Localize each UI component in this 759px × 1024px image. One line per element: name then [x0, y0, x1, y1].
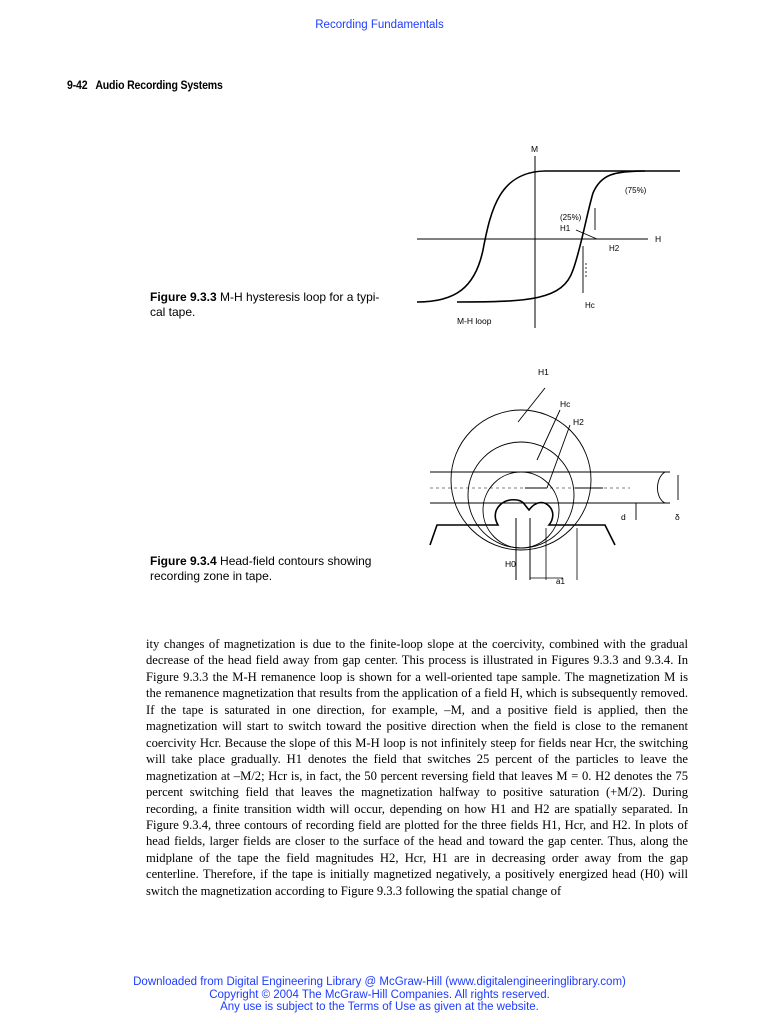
figure-9-3-3-mh-loop [405, 138, 695, 338]
h2-pointer [576, 230, 597, 239]
d-label: d [621, 512, 626, 522]
figure-9-3-3-caption [150, 290, 400, 320]
running-head: 9-42 Audio Recording Systems [67, 78, 223, 92]
h-axis-label: H [655, 234, 662, 244]
hc-pointer [537, 410, 560, 460]
contour-h2 [483, 472, 559, 548]
footer-download-link[interactable]: Downloaded from Digital Engineering Library @ McGraw-Hill (www.digitalengineeringlibrary.com) [133, 976, 626, 988]
h2-label: H2 [573, 417, 584, 427]
caption-line-1: M-H hysteresis loop for a typi- [220, 290, 380, 304]
h1-label: H1 [560, 224, 571, 233]
h0-label: H0 [505, 559, 516, 569]
figure-number: Figure 9.3.3 [150, 290, 217, 304]
footer-copyright: Copyright © 2004 The McGraw-Hill Companies. All rights reserved. [209, 988, 550, 1001]
contour-h1 [451, 410, 591, 550]
footer-terms-link[interactable]: Any use is subject to the Terms of Use as given at the website. [220, 1001, 539, 1013]
caption-line-2: cal tape. [150, 305, 196, 319]
caption-line-1: Head-field contours showing [220, 554, 372, 568]
m-axis-label: M [531, 144, 539, 154]
pct-75-label: (75%) [625, 186, 647, 195]
footer-notice [0, 976, 759, 1014]
h1-label: H1 [538, 367, 549, 377]
h2-pointer [547, 425, 570, 488]
figure-9-3-4-head-field [425, 360, 690, 595]
h1-pointer [518, 388, 545, 422]
loop-name-label: M-H loop [457, 316, 492, 326]
hc-label: Hc [560, 399, 571, 409]
pct-25-label: (25%) [560, 213, 582, 222]
body-text [146, 636, 688, 899]
head-outline [430, 500, 615, 545]
caption-line-2: recording zone in tape. [150, 569, 273, 583]
h2-label: H2 [609, 244, 620, 253]
body-paragraph: ity changes of magnetization is due to the finite-loop slope at the coercivity, combined with the gradual decrease of the head field away from gap center. This process is illustrated in Figures 9.3.3 and 9.3.4. In Figure 9.3.3 the M-H remanence loop is shown for a well-oriented tape sample. The magnetization M is the remanence magnetization that results from the application of a field H, which is subsequently removed. If the tape is saturated in one direction, for example, –M, and a positive field is applied, then the magnetization will start to switch toward the positive direction when the field is close to the remanent coercivity Hcr. Because the slope of this M-H loop is not infinitely steep for fields near Hcr, the switching will take place gradually. H1 denotes the field that switches 25 percent of the particles to leave the magnetization at –M/2; Hcr is, in fact, the 50 percent reversing field that leaves M = 0. H2 denotes the 75 percent switching field that leaves the magnetization halfway to positive saturation (+M/2). During recording, a finite transition width will occur, depending on how H1 and H2 are spatially separated. In Figure 9.3.4, three contours of recording field are plotted for the three fields H1, Hcr, and H2. In plots of head fields, larger fields are closer to the surface of the head and toward the gap center. Thus, along the midplane of the tape the field magnitudes H2, Hcr, H1 are in decreasing order away from the gap centerline. Therefore, if the tape is initially magnetized negatively, a positively energized head (H0) will switch the magnetization according to Figure 9.3.3 following the spatial change of [146, 637, 688, 898]
a1-label: a1 [556, 577, 565, 586]
figure-number: Figure 9.3.4 [150, 554, 217, 568]
hc-label: Hc [585, 301, 595, 310]
figure-9-3-4-caption [150, 554, 400, 584]
tape-break [658, 472, 666, 503]
top-link-recording-fundamentals[interactable]: Recording Fundamentals [315, 19, 444, 31]
delta-label: δ [675, 512, 680, 522]
